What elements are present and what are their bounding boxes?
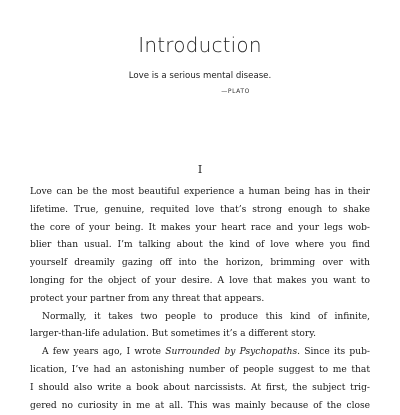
text-line: Love can be the most beautiful experience a human being has in their [30,187,370,197]
text-line: I should also write a book about narcissists. At first, the subject trig- [30,382,370,393]
text-run: A few years ago, I wrote [42,347,166,358]
text-line: larger-than-life adulation. But sometimes it’s a different story. [30,329,317,340]
chapter-title: Introduction [138,33,262,57]
text-line: lifetime. True, genuine, requited love that’s strong enough to shake [30,204,370,215]
text-line: longing for the object of your desire. A love that makes you want to [30,275,370,286]
epigraph-attribution: —PLATO [221,88,250,95]
text-line: the core of your being. It makes your heart race and your legs wob- [30,222,370,233]
text-line: blier than usual. I’m talking about the kind of love where you find [30,240,370,251]
section-number: I [197,163,203,176]
text-line: gered no curiosity in me at all. This was mainly because of the close [30,400,370,411]
paragraph-3 [30,344,370,415]
epigraph-quote: Love is a serious mental disease. [128,71,272,81]
text-line: protect your partner from any threat that appears. [30,293,265,304]
text-run: . Since its pub- [297,347,370,358]
text-line: yourself dreamily gazing off into the horizon, brimming over with [30,258,370,269]
paragraph-1 [30,184,370,309]
text-line: Normally, it takes two people to produce this kind of infinite, [42,311,370,322]
text-line [30,344,370,362]
text-line: lication, I’ve had an astonishing number of people suggest to me that [30,364,370,375]
body-text [30,184,370,415]
paragraph-2 [30,309,370,345]
book-title: Surrounded by Psychopaths [165,347,298,358]
